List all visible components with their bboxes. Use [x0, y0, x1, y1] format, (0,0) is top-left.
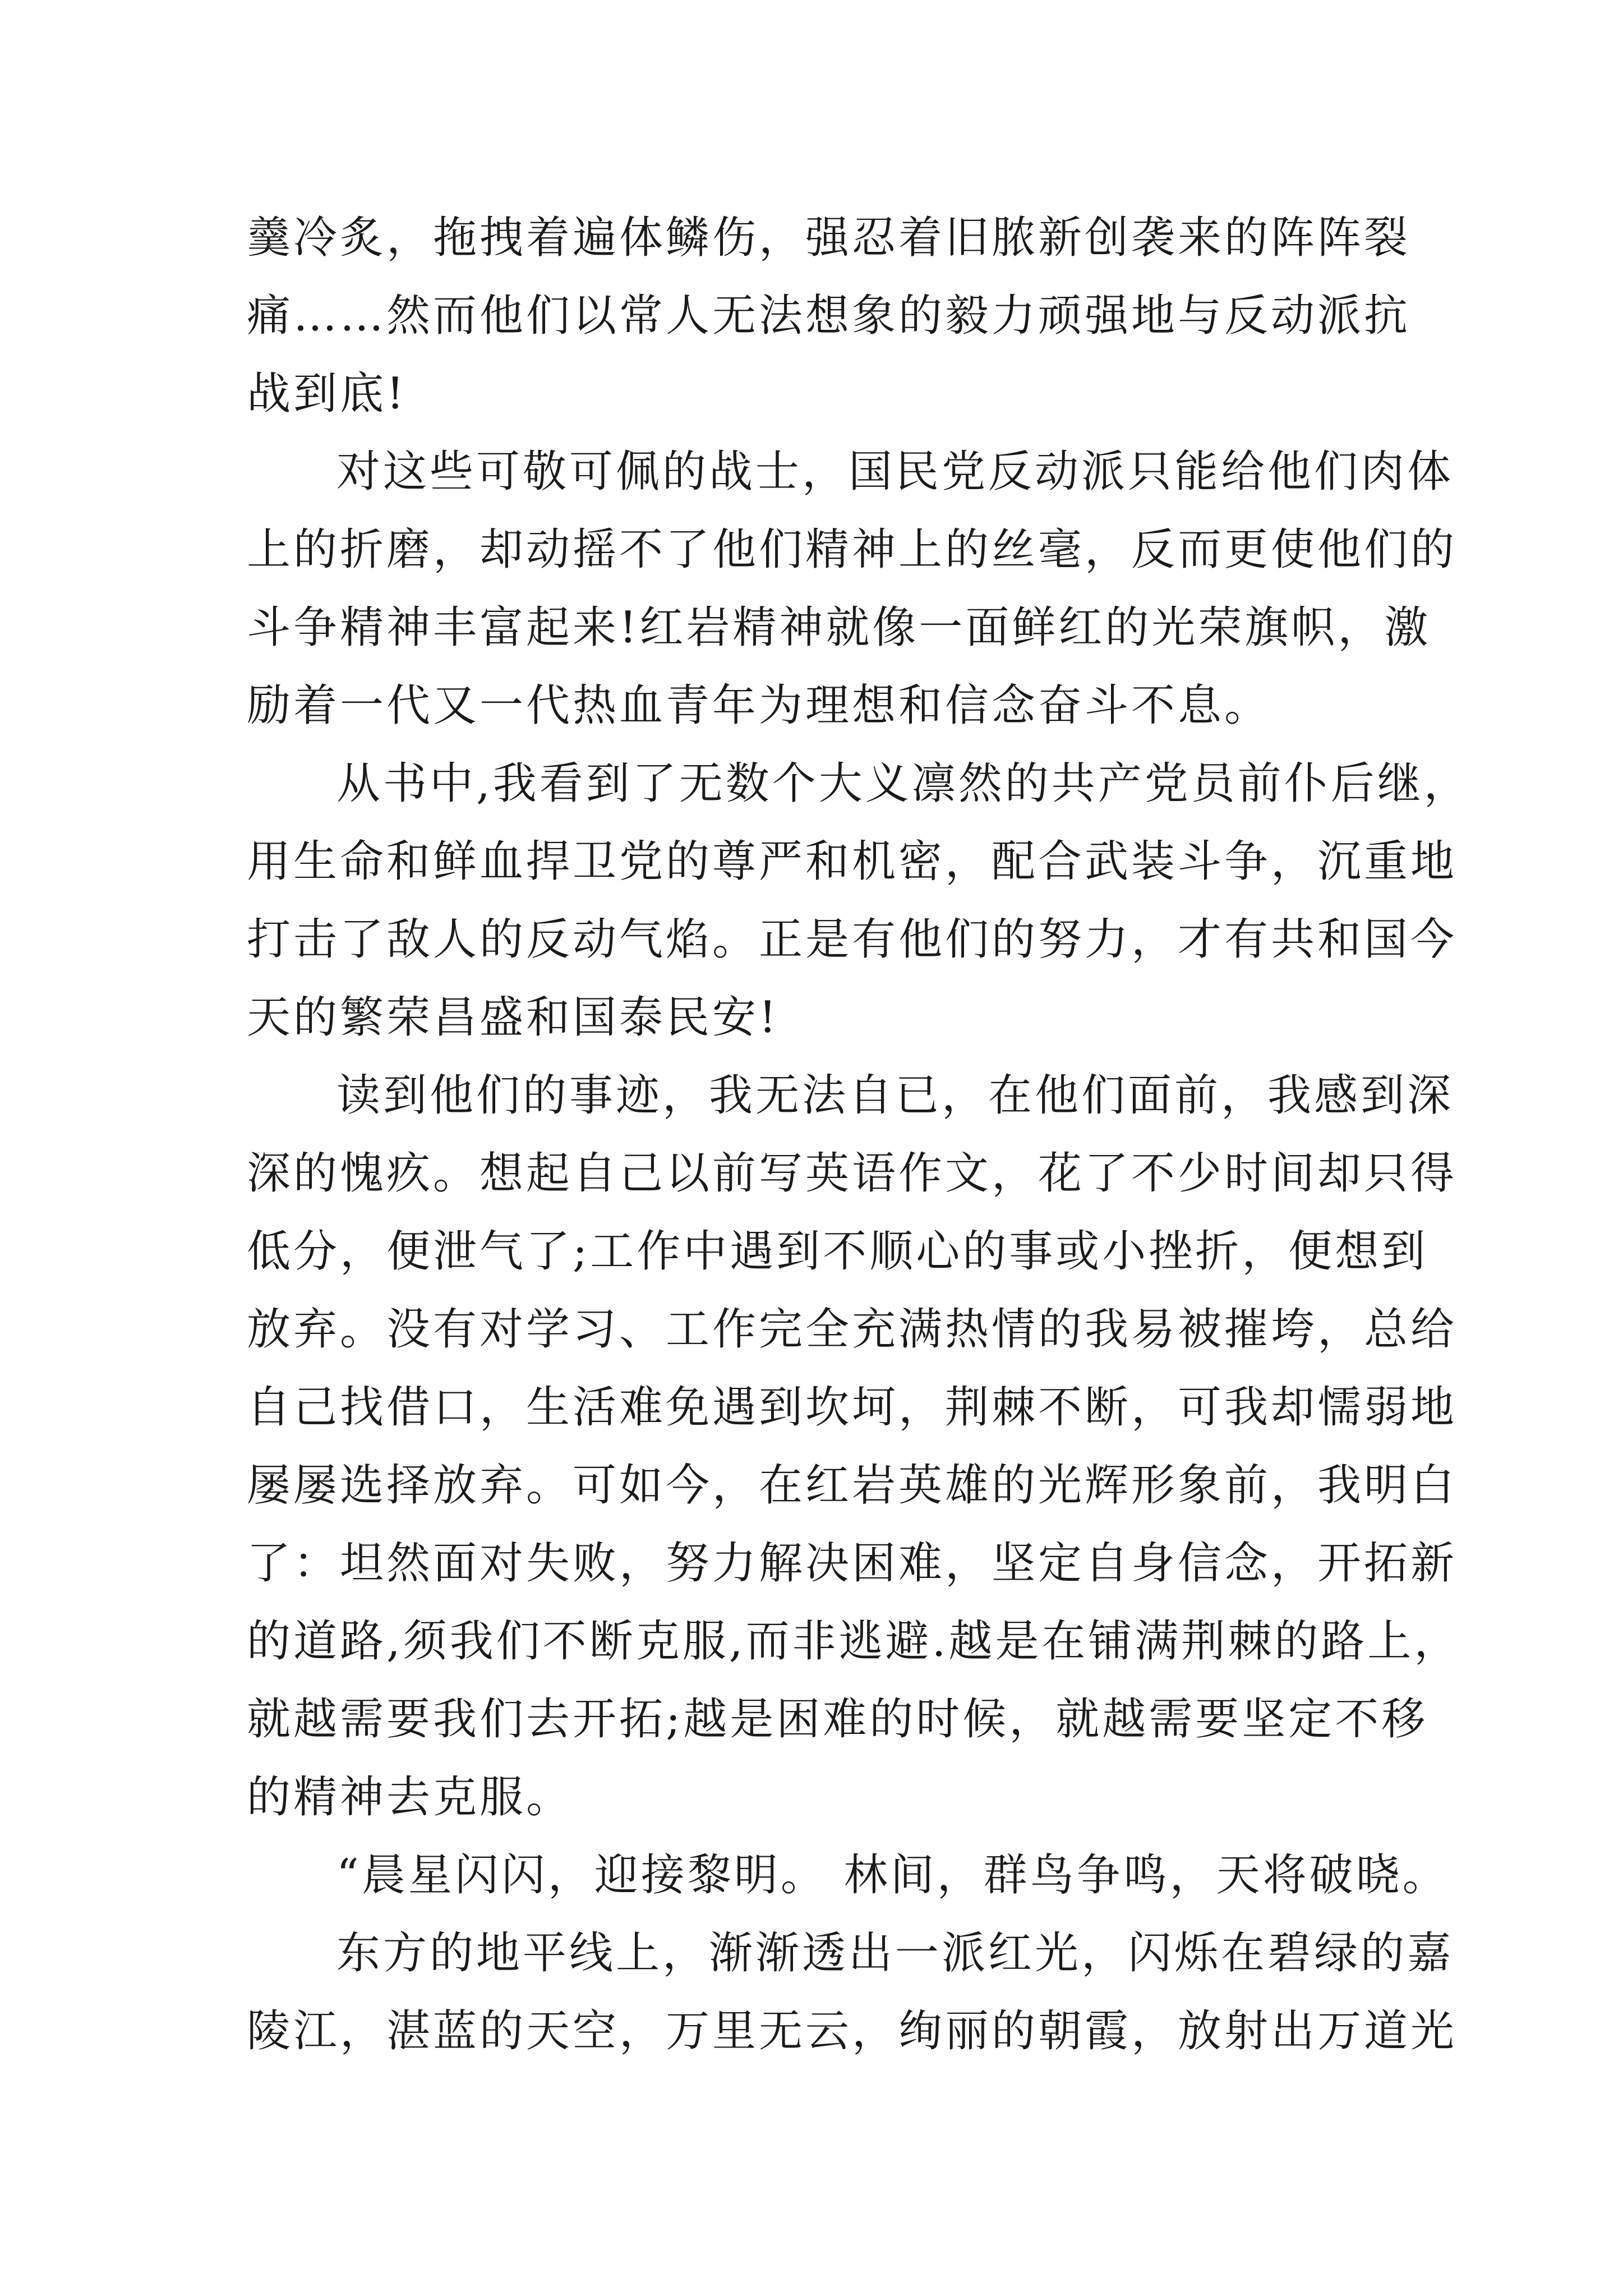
text-line: 自己找借口，生活难免遇到坎坷，荆棘不断，可我却懦弱地 — [247, 1382, 1458, 1433]
text-line: 用生命和鲜血捍卫党的尊严和机密，配合武装斗争，沉重地 — [247, 836, 1458, 887]
paragraph-first-line: 对这些可敬可佩的战士，国民党反动派只能给他们肉体 — [336, 447, 1454, 497]
text-line: 上的折磨，却动摇不了他们精神上的丝毫，反而更使他们的 — [247, 524, 1458, 575]
text-line: 励着一代又一代热血青年为理想和信念奋斗不息。 — [247, 680, 1271, 731]
paragraph-first-line: 读到他们的事迹，我无法自已，在他们面前，我感到深 — [336, 1070, 1454, 1121]
paragraph-first-line: 从书中,我看到了无数个大义凛然的共产党员前仆后继， — [336, 758, 1470, 809]
paragraph-first-line: “晨星闪闪，迎接黎明。 林间，群鸟争鸣，天将破晓。 — [336, 1850, 1449, 1901]
text-line: 天的繁荣昌盛和国泰民安! — [247, 992, 780, 1043]
paragraph-first-line: 东方的地平线上，渐渐透出一派红光，闪烁在碧绿的嘉 — [336, 1928, 1454, 1978]
text-line: 陵江，湛蓝的天空，万里无云，绚丽的朝霞，放射出万道光 — [247, 2006, 1458, 2056]
text-line: 的精神去克服。 — [247, 1772, 573, 1823]
text-line: 屡屡选择放弃。可如今，在红岩英雄的光辉形象前，我明白 — [247, 1460, 1458, 1511]
text-line: 打击了敌人的反动气焰。正是有他们的努力，才有共和国今 — [247, 914, 1458, 965]
body-text — [247, 209, 1470, 2080]
text-line: 就越需要我们去开拓;越是困难的时候，就越需要坚定不移 — [247, 1694, 1428, 1745]
text-line: 深的愧疚。想起自己以前写英语作文，花了不少时间却只得 — [247, 1148, 1458, 1199]
text-line: 了：坦然面对失败，努力解决困难，坚定自身信念，开拓新 — [247, 1538, 1458, 1589]
text-line: 斗争精神丰富起来!红岩精神就像一面鲜红的光荣旗帜，激 — [247, 602, 1431, 653]
text-line: 低分，便泄气了;工作中遇到不顺心的事或小挫折，便想到 — [247, 1226, 1428, 1277]
text-line: 的道路,须我们不断克服,而非逃避.越是在铺满荆棘的路上， — [247, 1616, 1461, 1667]
text-line: 羹冷炙，拖拽着遍体鳞伤，强忍着旧脓新创袭来的阵阵裂 — [247, 213, 1411, 263]
text-line: 痛……然而他们以常人无法想象的毅力顽强地与反动派抗 — [247, 291, 1411, 341]
text-line: 放弃。没有对学习、工作完全充满热情的我易被摧垮，总给 — [247, 1304, 1458, 1355]
text-line: 战到底! — [247, 369, 407, 419]
